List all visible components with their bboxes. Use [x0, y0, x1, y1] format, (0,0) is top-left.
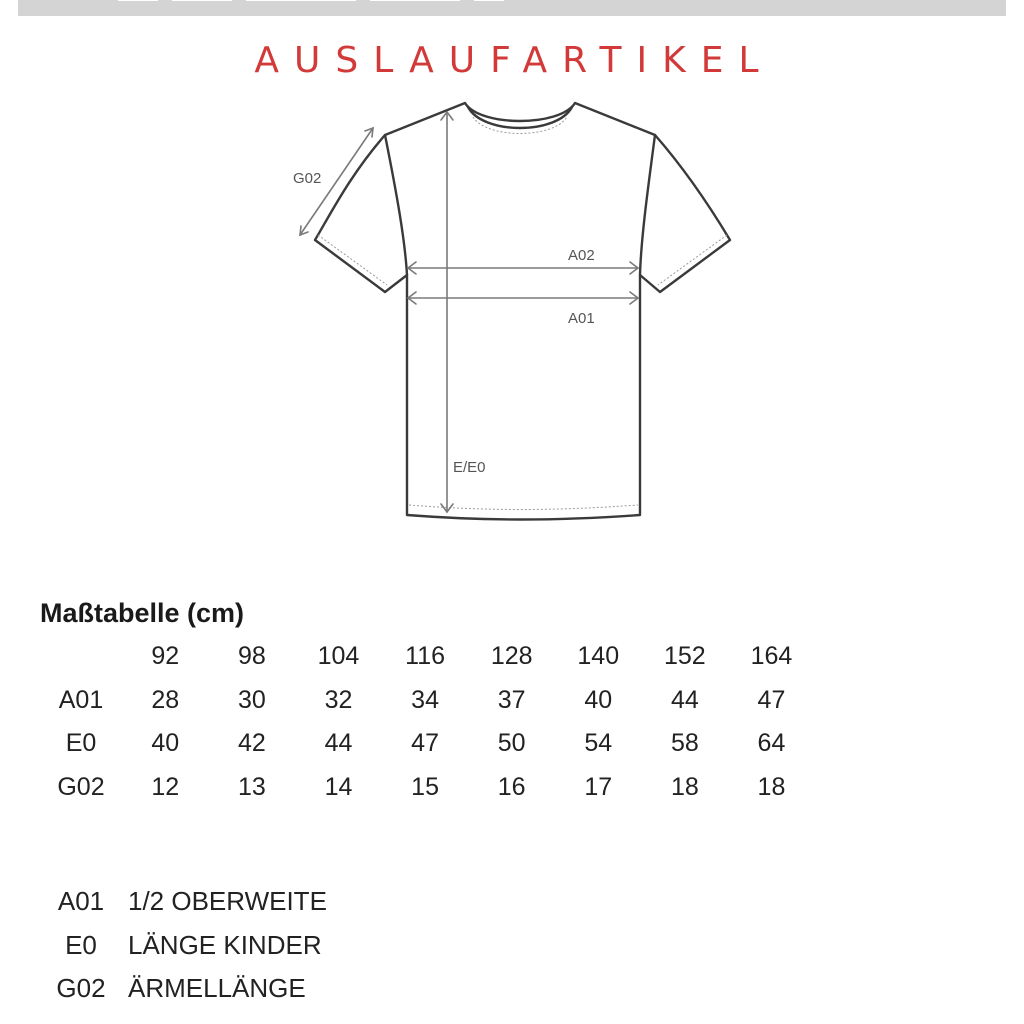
measurement-legend	[40, 880, 327, 1011]
table-cell: 13	[237, 772, 266, 801]
table-cell: 18	[670, 772, 699, 801]
legend-code: G02	[56, 973, 106, 1004]
tshirt-left-sleeve-seam	[385, 135, 407, 275]
a02-arrow	[408, 262, 638, 274]
table-cell: 17	[584, 772, 613, 801]
table-cell: 34	[411, 685, 439, 714]
table-cell: 54	[584, 729, 613, 758]
tshirt-right-sleeve-seam	[640, 135, 655, 275]
tshirt-diagram-svg	[215, 95, 810, 525]
table-cell: 50	[497, 729, 526, 758]
table-cell: 44	[324, 729, 353, 758]
size-header-cell: 164	[750, 642, 793, 671]
table-cell: 40	[584, 685, 613, 714]
label-e-e0: E/E0	[453, 459, 486, 476]
row-label: E0	[65, 729, 97, 758]
legend-code: E0	[65, 929, 97, 960]
size-header-cell: 128	[490, 642, 533, 671]
table-cell: 40	[151, 729, 180, 758]
legend-item	[40, 924, 327, 968]
legend-description: LÄNGE KINDER	[128, 929, 322, 960]
size-table-title: Maßtabelle (cm)	[40, 598, 245, 628]
size-header-cell: 98	[237, 642, 266, 671]
table-cell: 64	[757, 729, 786, 758]
right-cuff-stitching	[658, 235, 727, 285]
a01-arrow	[408, 292, 638, 304]
size-header-row	[40, 635, 815, 679]
label-a02: A02	[568, 247, 595, 264]
table-cell: 47	[411, 729, 439, 758]
table-cell: 28	[151, 685, 180, 714]
legend-description: 1/2 OBERWEITE	[128, 886, 327, 917]
collar-stitching	[473, 117, 567, 134]
size-header-cell: 152	[664, 642, 706, 671]
size-header-cell: 104	[317, 642, 360, 671]
tshirt-outline	[315, 103, 730, 520]
size-header-corner	[40, 635, 122, 679]
left-cuff-stitching	[318, 235, 387, 285]
table-cell: 44	[670, 685, 699, 714]
status-title: AUSLAUFARTIKEL	[254, 40, 774, 81]
table-cell: 18	[757, 772, 786, 801]
size-header-cell: 140	[577, 642, 620, 671]
size-header-cell: 116	[405, 642, 445, 671]
table-cell: 42	[237, 729, 266, 758]
tshirt-collar	[468, 107, 572, 128]
table-cell: 15	[411, 772, 439, 801]
table-cell: 14	[324, 772, 353, 801]
e-e0-arrow	[441, 112, 453, 512]
table-cell: 12	[151, 772, 180, 801]
table-cell: 37	[497, 685, 526, 714]
top-banner	[18, 0, 1006, 16]
banner-text-remnant	[118, 0, 638, 6]
legend-code: A01	[57, 886, 105, 917]
size-table	[40, 635, 815, 809]
legend-item	[40, 880, 327, 924]
row-label: G02	[57, 772, 105, 801]
table-cell: 32	[324, 685, 353, 714]
label-g02: G02	[293, 170, 322, 187]
table-cell: 58	[670, 729, 699, 758]
table-cell: 30	[237, 685, 266, 714]
label-a01: A01	[568, 310, 595, 327]
size-header-cell: 92	[151, 642, 180, 671]
tshirt-measurement-diagram	[215, 95, 810, 525]
table-cell: 16	[497, 772, 526, 801]
row-label: A01	[58, 685, 104, 714]
legend-item	[40, 967, 327, 1011]
table-row-e0	[40, 722, 815, 766]
table-row-g02	[40, 766, 815, 810]
table-cell: 47	[757, 685, 786, 714]
table-row-a01	[40, 679, 815, 723]
legend-description: ÄRMELLÄNGE	[128, 973, 306, 1004]
